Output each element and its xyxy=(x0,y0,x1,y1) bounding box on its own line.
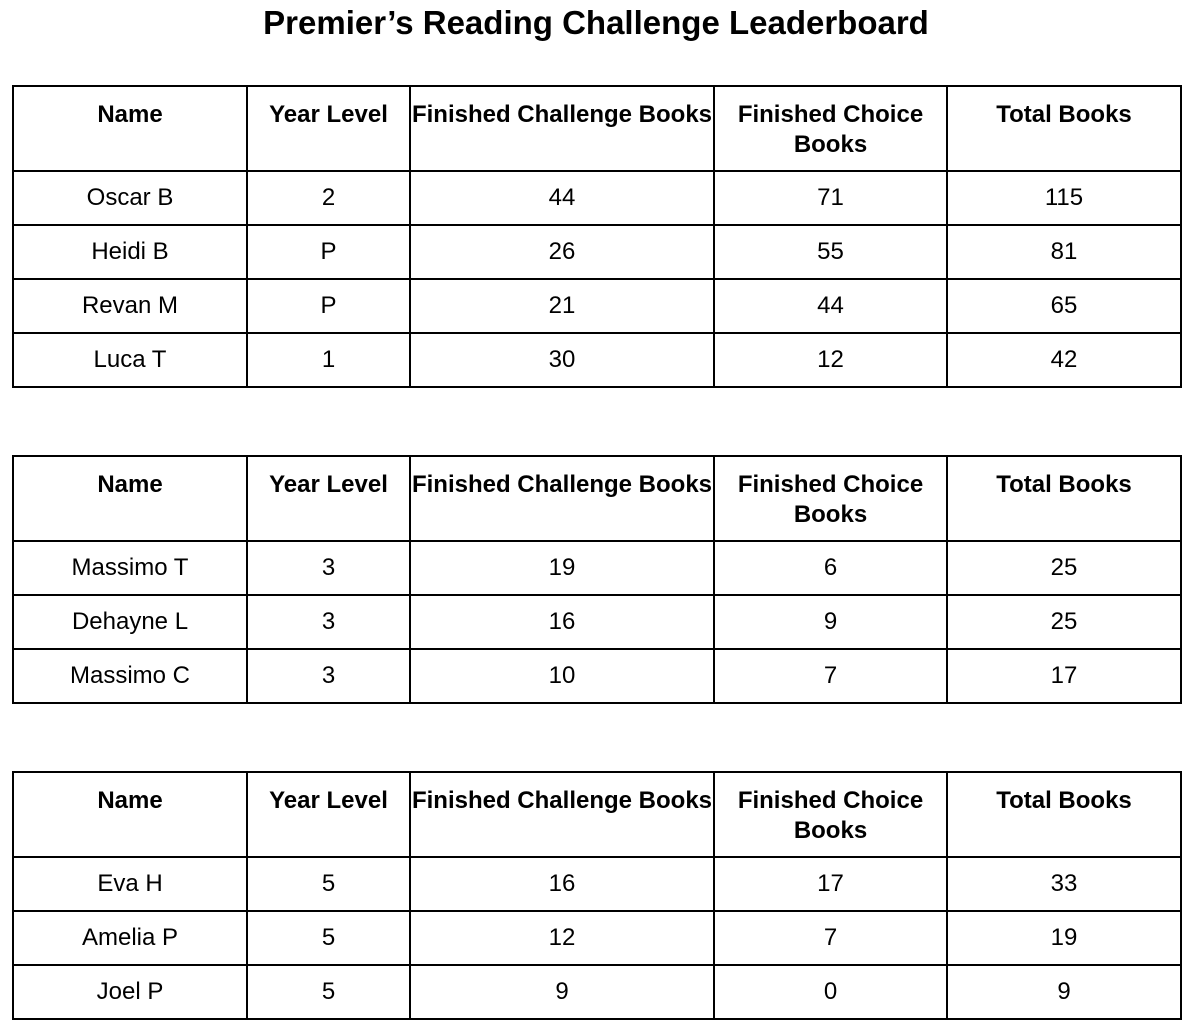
cell-challenge-books: 21 xyxy=(410,279,714,333)
cell-challenge-books: 9 xyxy=(410,965,714,1019)
header-finished-choice-books: Finished Choice Books xyxy=(714,86,947,171)
header-year-level: Year Level xyxy=(247,772,410,857)
cell-name: Massimo C xyxy=(13,649,247,703)
leaderboard-table-3 xyxy=(12,771,1182,1020)
header-total-books: Total Books xyxy=(947,772,1181,857)
cell-total-books: 65 xyxy=(947,279,1181,333)
cell-year-level: 1 xyxy=(247,333,410,387)
table-row xyxy=(13,649,1181,703)
cell-challenge-books: 19 xyxy=(410,541,714,595)
cell-challenge-books: 30 xyxy=(410,333,714,387)
leaderboard-table-2 xyxy=(12,455,1182,704)
cell-name: Luca T xyxy=(13,333,247,387)
cell-year-level: 5 xyxy=(247,965,410,1019)
cell-name: Amelia P xyxy=(13,911,247,965)
cell-year-level: 3 xyxy=(247,595,410,649)
cell-year-level: P xyxy=(247,279,410,333)
cell-total-books: 81 xyxy=(947,225,1181,279)
cell-choice-books: 6 xyxy=(714,541,947,595)
header-total-books: Total Books xyxy=(947,456,1181,541)
cell-challenge-books: 26 xyxy=(410,225,714,279)
page-title: Premier’s Reading Challenge Leaderboard xyxy=(263,4,929,41)
header-finished-choice-books: Finished Choice Books xyxy=(714,456,947,541)
cell-total-books: 33 xyxy=(947,857,1181,911)
cell-year-level: P xyxy=(247,225,410,279)
table-row xyxy=(13,225,1181,279)
cell-choice-books: 71 xyxy=(714,171,947,225)
table-header-row xyxy=(13,86,1181,171)
cell-name: Oscar B xyxy=(13,171,247,225)
cell-name: Dehayne L xyxy=(13,595,247,649)
header-year-level: Year Level xyxy=(247,456,410,541)
cell-year-level: 5 xyxy=(247,857,410,911)
header-finished-challenge-books: Finished Challenge Books xyxy=(410,86,714,171)
cell-year-level: 3 xyxy=(247,541,410,595)
header-finished-challenge-books: Finished Challenge Books xyxy=(410,772,714,857)
header-name: Name xyxy=(13,456,247,541)
cell-choice-books: 17 xyxy=(714,857,947,911)
cell-challenge-books: 10 xyxy=(410,649,714,703)
cell-choice-books: 55 xyxy=(714,225,947,279)
cell-total-books: 9 xyxy=(947,965,1181,1019)
cell-name: Massimo T xyxy=(13,541,247,595)
cell-challenge-books: 12 xyxy=(410,911,714,965)
header-total-books: Total Books xyxy=(947,86,1181,171)
cell-name: Heidi B xyxy=(13,225,247,279)
cell-year-level: 3 xyxy=(247,649,410,703)
header-name: Name xyxy=(13,772,247,857)
cell-choice-books: 9 xyxy=(714,595,947,649)
table-row xyxy=(13,171,1181,225)
table-row xyxy=(13,541,1181,595)
cell-total-books: 25 xyxy=(947,541,1181,595)
cell-challenge-books: 16 xyxy=(410,595,714,649)
cell-choice-books: 12 xyxy=(714,333,947,387)
cell-choice-books: 7 xyxy=(714,649,947,703)
table-row xyxy=(13,279,1181,333)
cell-name: Eva H xyxy=(13,857,247,911)
cell-challenge-books: 16 xyxy=(410,857,714,911)
header-finished-challenge-books: Finished Challenge Books xyxy=(410,456,714,541)
cell-name: Joel P xyxy=(13,965,247,1019)
table-row xyxy=(13,595,1181,649)
header-year-level: Year Level xyxy=(247,86,410,171)
cell-total-books: 115 xyxy=(947,171,1181,225)
table-header-row xyxy=(13,772,1181,857)
table-header-row xyxy=(13,456,1181,541)
cell-total-books: 25 xyxy=(947,595,1181,649)
header-finished-choice-books: Finished Choice Books xyxy=(714,772,947,857)
cell-year-level: 5 xyxy=(247,911,410,965)
cell-total-books: 17 xyxy=(947,649,1181,703)
cell-choice-books: 0 xyxy=(714,965,947,1019)
cell-challenge-books: 44 xyxy=(410,171,714,225)
leaderboard-table-1 xyxy=(12,85,1182,388)
cell-choice-books: 44 xyxy=(714,279,947,333)
cell-year-level: 2 xyxy=(247,171,410,225)
cell-total-books: 42 xyxy=(947,333,1181,387)
cell-name: Revan M xyxy=(13,279,247,333)
cell-total-books: 19 xyxy=(947,911,1181,965)
cell-choice-books: 7 xyxy=(714,911,947,965)
table-row xyxy=(13,965,1181,1019)
table-row xyxy=(13,857,1181,911)
header-name: Name xyxy=(13,86,247,171)
table-row xyxy=(13,911,1181,965)
table-row xyxy=(13,333,1181,387)
